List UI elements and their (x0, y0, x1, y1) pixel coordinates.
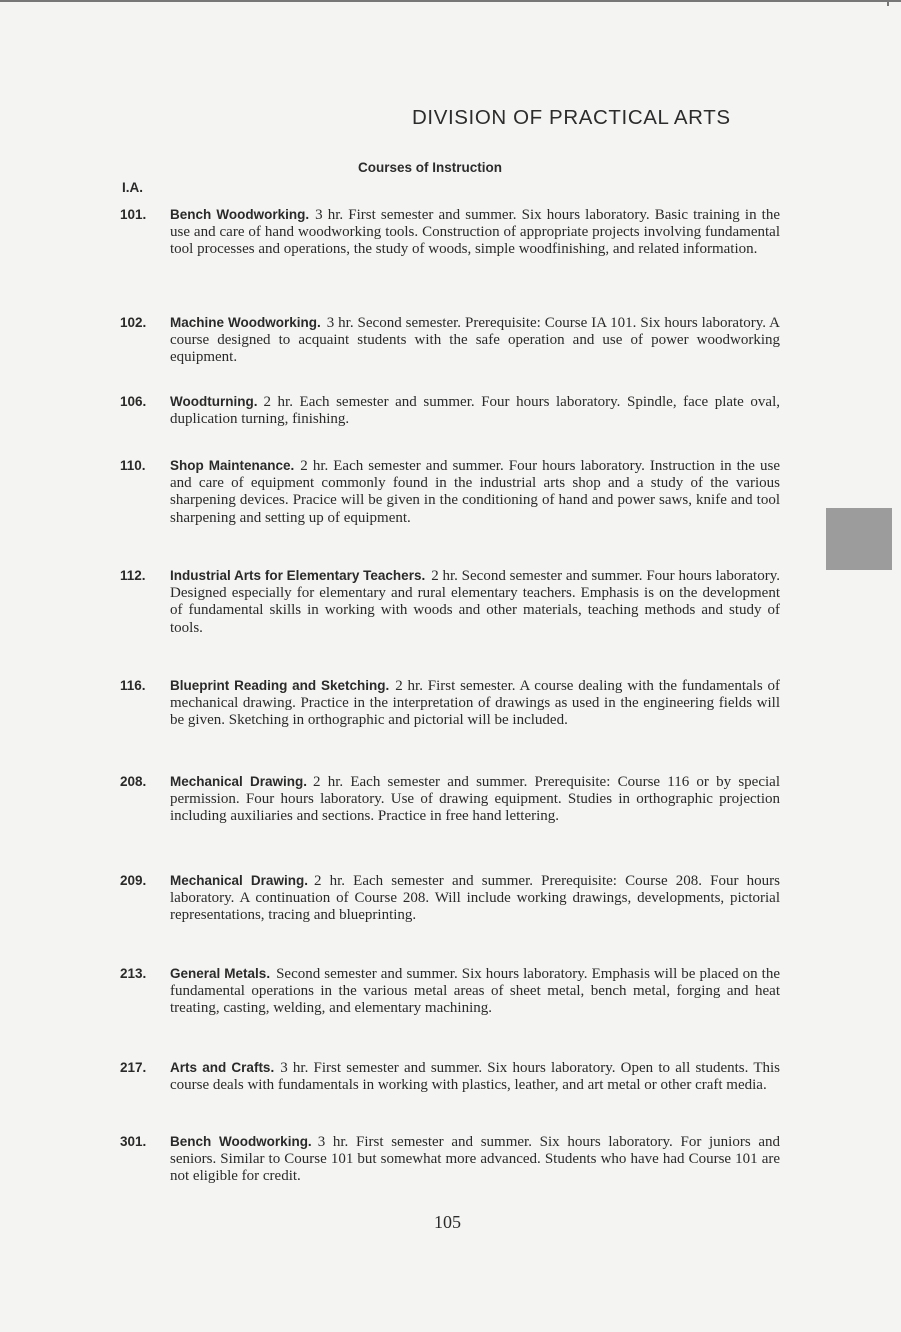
course-description: 2 hr. Each semester and summer. Prerequisite: Course 116 or by special permission. Four hours laboratory. Use of drawing equipment. Studies in orthographic projection including auxiliaries and sections. Practice in free hand lettering. (170, 774, 780, 825)
course-number: 209. (120, 873, 147, 888)
course-number: 116. (120, 678, 146, 693)
department-code: I.A. (122, 180, 144, 195)
course-description: 3 hr. First semester and summer. Six hours laboratory. For juniors and seniors. Similar to Course 101 but somewhat more advanced. Students who have had Course 101 are not eligible for credit. (170, 1134, 781, 1185)
course-entry-101 (120, 206, 780, 259)
course-title: Mechanical Drawing. (170, 873, 308, 888)
course-number: 101. (120, 207, 147, 222)
course-title: Arts and Crafts. (170, 1060, 275, 1075)
course-title: Mechanical Drawing. (170, 774, 307, 789)
course-description: 2 hr. Each semester and summer. Four hours laboratory. Spindle, face plate oval, duplication turning, finishing. (170, 394, 780, 428)
course-description: 3 hr. First semester and summer. Six hours laboratory. Basic training in the use and care of hand woodworking tools. Construction of appropriate projects involving fundamental tool processes and operations, the study of woods, simple woodfinishing, and related information. (170, 207, 781, 258)
course-description: 3 hr. First semester and summer. Six hours laboratory. Open to all students. This course deals with fundamentals in working with plastics, leather, and art metal or other craft media. (170, 1060, 780, 1094)
course-number: 106. (120, 394, 147, 409)
course-entry-208 (120, 773, 780, 826)
course-entry-213 (120, 965, 780, 1018)
course-entry-217 (120, 1059, 780, 1094)
course-title: Woodturning. (170, 394, 258, 409)
course-description: 3 hr. Second semester. Prerequisite: Course IA 101. Six hours laboratory. A course designed to acquaint students with the safe operation and use of power woodworking equipment. (170, 315, 780, 366)
course-description: 2 hr. Each semester and summer. Prerequisite: Course 208. Four hours laboratory. A continuation of Course 208. Will include working drawings, developments, pictorial representations, tracing and blueprinting. (170, 873, 780, 924)
course-description: 2 hr. Each semester and summer. Four hours laboratory. Instruction in the use and care of equipment commonly found in the industrial arts shop and a study of the various sharpening devices. Pracice will be given in the conditioning of hand and power saws, knife and tool sharpening and setting up of equipment. (170, 458, 780, 526)
course-entry-209 (120, 872, 780, 925)
course-description: 2 hr. First semester. A course dealing with the fundamentals of mechanical drawing. Practice in the interpretation of drawings as used in the engineering fields will be given. Sketching in orthographic and pictorial will be included. (170, 678, 780, 729)
course-title: Machine Woodworking. (170, 315, 321, 330)
course-entry-116 (120, 677, 780, 730)
course-entry-112 (120, 567, 780, 637)
course-title: Shop Maintenance. (170, 458, 295, 473)
course-number: 217. (120, 1060, 147, 1075)
course-title: Bench Woodworking. (170, 207, 310, 222)
course-title: Blueprint Reading and Sketching. (170, 678, 390, 693)
thumb-index-tab (826, 508, 892, 570)
top-rule-end (887, 0, 889, 6)
course-title: Bench Woodworking. (170, 1134, 312, 1149)
course-entry-301 (120, 1133, 780, 1186)
course-number: 110. (120, 458, 146, 473)
course-title: General Metals. (170, 966, 271, 981)
course-entry-106 (120, 393, 780, 428)
course-number: 112. (120, 568, 146, 583)
division-title: DIVISION OF PRACTICAL ARTS (412, 106, 731, 129)
page-subtitle: Courses of Instruction (358, 160, 503, 175)
course-number: 208. (120, 774, 147, 789)
page-number: 105 (434, 1212, 461, 1232)
top-rule (0, 0, 901, 2)
course-entry-110 (120, 457, 780, 527)
course-description: Second semester and summer. Six hours laboratory. Emphasis will be placed on the fundamental operations in the various metal areas of sheet metal, bench metal, forging and heat treating, casting, welding, and elementary machining. (170, 966, 780, 1017)
course-number: 102. (120, 315, 147, 330)
course-description: 2 hr. Second semester and summer. Four hours laboratory. Designed especially for elementary and rural elementary teachers. Emphasis is on the development of fundamental skills in working with woods and other materials, teaching methods and study of tools. (170, 568, 780, 636)
course-number: 301. (120, 1134, 147, 1149)
course-number: 213. (120, 966, 147, 981)
course-entry-102 (120, 314, 780, 367)
course-title: Industrial Arts for Elementary Teachers. (170, 568, 426, 583)
